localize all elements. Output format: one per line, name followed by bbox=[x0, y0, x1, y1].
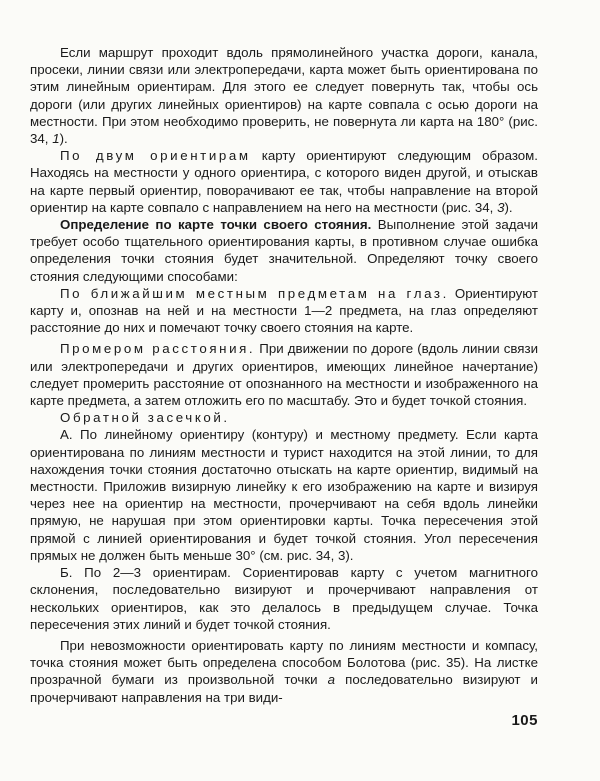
paragraph-lead: По двум ориентирам bbox=[60, 148, 251, 164]
paragraph-text: Если маршрут проходит вдоль прямолинейного участка дороги, канала, просеки, линии связи или электропередачи, карта может быть ориентирована по этим линейным ориентирам. Для этого ее следует повернуть так, чтобы ось дороги (или других линейных ориентиров) на карте совпала с осью дороги на местности. При этом необходимо проверить, не повернута ли карта на 180° (рис. 34, bbox=[30, 45, 538, 147]
page-text bbox=[30, 44, 538, 706]
paragraph-lead: Обратной засечкой. bbox=[60, 410, 230, 426]
paragraph-lead: Промером расстояния. bbox=[60, 341, 256, 357]
paragraph-text: Б. По 2—3 ориентирам. Сориентировав карту с учетом магнитного склонения, последовательно визируют и прочерчивают направления от нескольких ориентиров, как это делалось в предыдущем случае. Точка пересечения этих линий и будет точкой стояния. bbox=[30, 565, 538, 632]
paragraph-nearest-objects bbox=[30, 285, 538, 337]
point-variable: а bbox=[327, 672, 336, 688]
figure-ref: 3 bbox=[497, 199, 505, 215]
figure-ref: 1 bbox=[52, 131, 60, 147]
paragraph-text-end: ). bbox=[59, 131, 68, 147]
paragraph-standing-point bbox=[30, 216, 538, 285]
paragraph-text: А. По линейному ориентиру (контуру) и местному предмету. Если карта ориентирована по линиям местности и турист находится на этой линии, то для нахождения точки стояния достаточно отыскать на карте ориентир, видимый на местности. Приложив визирную линейку к его изображению на карте и визируя через нее на ориентир на местности, прочерчивают на себя вдоль линейки прямую, не нарушая при этом ориентировки карты. Точка пересечения этой прямой с линией ориентирования и будет точкой стояния. Угол пересечения прямых не должен быть меньше 30° (см. рис. 34, 3). bbox=[30, 427, 538, 563]
paragraph-text: При невозможности ориентировать карту по линиям местности и компасу, точка стояния может быть определена способом Болотова (рис. 35). На листке прозрачной бумаги из произвольной точки bbox=[30, 637, 538, 688]
paragraph-several-landmarks bbox=[30, 564, 538, 633]
paragraph-distance-measure bbox=[30, 340, 538, 409]
paragraph-resection-heading bbox=[30, 409, 538, 426]
paragraph-text: карту ориентируют следующим образом. Находясь на местности у одного ориентира, с которого виден другой, и отыскав на карте первый ориентир, поворачивают ее так, чтобы направление на второй ориентир на карте совпало с направлением на него на местности (рис. 34, bbox=[30, 148, 538, 215]
section-heading: Определение по карте точки своего стояния. bbox=[60, 217, 372, 233]
paragraph-two-landmarks bbox=[30, 147, 538, 216]
paragraph-lead: По ближайшим местным предметам на глаз. bbox=[60, 285, 449, 301]
paragraph-text: Выполнение этой задачи требует особо тщательного ориентирования карты, в противном случае ошибка определения точки стояния будет значительной. Определяют точку своего стояния следующими способами: bbox=[30, 217, 539, 284]
paragraph-text: При движении по дороге (вдоль линии связи или электропередачи и других ориентиров, имеющих линейное начертание) следует промерить расстояние от опознанного на местности и изображенного на карте предмета, а затем отложить его по масштабу. Это и будет точкой стояния. bbox=[30, 341, 538, 409]
page-number: 105 bbox=[511, 712, 538, 729]
paragraph-map-orientation-linear bbox=[30, 44, 538, 147]
paragraph-text: Ориентируют карту и, опознав на ней и на местности 1—2 предмета, на глаз определяют расстояние до них и помечают точку своего стояния на карте. bbox=[30, 285, 538, 336]
paragraph-text-end: последовательно визируют и прочерчивают направления на три види- bbox=[30, 672, 538, 705]
paragraph-linear-landmark bbox=[30, 426, 538, 564]
paragraph-bolotov-method bbox=[30, 637, 538, 706]
paragraph-text-end: ). bbox=[504, 199, 513, 215]
